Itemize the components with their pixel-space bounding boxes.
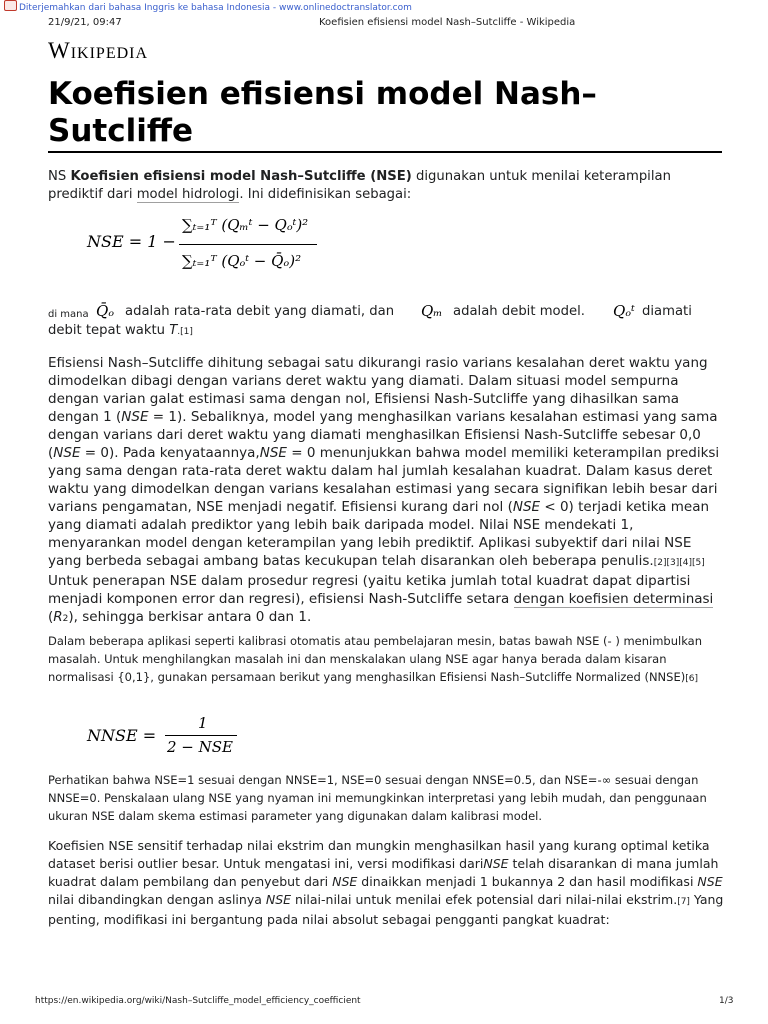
p2-nse: NSE <box>512 499 541 515</box>
translator-banner[interactable] <box>4 0 412 13</box>
nse-formula-denominator: ∑ₜ₌₁ᵀ (Qₒᵗ − Q̄ₒ)² <box>182 252 302 270</box>
intro-text: digunakan untuk menilai keterampilan prediktif dari <box>48 169 671 202</box>
link-koefisien-determinasi[interactable]: dengan koefisien determinasi <box>513 591 714 607</box>
nnse-formula-lhs: NNSE = <box>87 726 157 745</box>
intro-text-end: . Ini didefinisikan sebagai: <box>239 187 412 202</box>
nse-formula-numerator: ∑ₜ₌₁ᵀ (Qₘᵗ − Qₒᵗ)² <box>182 216 309 234</box>
where-label: di mana <box>48 309 89 320</box>
p5-nse: NSE <box>697 874 723 889</box>
link-model-hidrologi[interactable]: model hidrologi <box>136 187 240 202</box>
where-text-4: debit tepat waktu <box>48 323 170 338</box>
p2-text-g: ( <box>48 609 54 625</box>
intro-paragraph <box>48 168 724 204</box>
r-squared-sup: 2 <box>62 614 69 624</box>
p2-text-d: = 0 menunjukkan bahwa model memiliki keterampilan prediksi yang sama dengan rata-rata deret waktu dalam hal jumlah kesalahan kuadrat. Dalam kasus deret waktu yang dimodelkan dengan varians kesalahan estimasi yang secara signifikan lebih besar dari varians pengamatan, NSE menjadi negatif. Efisiensi kurang dari nol ( <box>48 445 720 515</box>
banner-text: Diterjemahkan dari bahasa Inggris ke bahasa Indonesia - www.onlinedoctranslator.com <box>19 3 412 13</box>
var-t: T <box>169 323 178 338</box>
p2-text-f: Untuk penerapan NSE dalam prosedur regresi (yaitu ketika jumlah total kuadrat dapat dipartisi menjadi komponen error dan regresi), efisiensi Nash-Sutcliffe setara <box>48 573 691 607</box>
p5-nse: NSE <box>265 892 292 907</box>
p2-text-b: = 1). Sebaliknya, model yang menghasilkan varians kesalahan estimasi yang sama dengan varians dari deret waktu yang diamati menghasilkan Efisiensi Nash-Sutcliffe sebesar 0,0 ( <box>48 409 718 461</box>
nnse-formula-denominator: 2 − NSE <box>167 738 233 756</box>
ref-7[interactable]: [7] <box>677 897 690 907</box>
p2-text-h: ), sehingga berkisar antara 0 dan 1. <box>68 609 312 625</box>
nse-formula-lhs: NSE = 1 − <box>87 232 176 251</box>
p3-text: Dalam beberapa aplikasi seperti kalibrasi otomatis atau pembelajaran mesin, batas bawah NSE (- ) menimbulkan masalah. Untuk menghilangkan masalah ini dan menskalakan ulang NSE agar hanya berada dalam kisaran normalisasi {0,1}, gunakan persamaan berikut yang menghasilkan Efisiensi Nash–Sutcliffe Normalized (NNSE) <box>48 634 702 684</box>
ref-6[interactable]: [6] <box>685 674 698 684</box>
var-qm: Qₘ <box>421 302 443 320</box>
intro-prefix: NS <box>48 169 71 184</box>
title-divider <box>48 151 722 153</box>
where-definition <box>48 302 724 342</box>
where-text-2: adalah debit model. <box>453 304 585 319</box>
ref-1[interactable]: .[1] <box>177 327 193 337</box>
nnse-formula-numerator: 1 <box>198 714 208 732</box>
var-qo-t: Qₒᵗ <box>613 302 635 320</box>
nse-formula <box>87 214 347 284</box>
where-text-1: adalah rata-rata debit yang diamati, dan <box>125 304 395 319</box>
header-datetime: 21/9/21, 09:47 <box>48 17 122 28</box>
var-r: R <box>53 609 63 625</box>
p5-text-e: nilai-nilai untuk menilai efek potensial dari nilai-nilai ekstrim. <box>291 892 678 907</box>
footer-url: https://en.wikipedia.org/wiki/Nash–Sutcliffe_model_efficiency_coefficient <box>35 996 361 1006</box>
fraction-bar <box>165 735 237 736</box>
p2-nse: NSE <box>259 445 287 461</box>
paragraph-modified-nse <box>48 837 724 929</box>
nnse-formula <box>87 714 267 764</box>
p2-nse: NSE <box>53 445 81 461</box>
p2-text-a: Efisiensi Nash–Sutcliffe dihitung sebagai satu dikurangi rasio varians kesalahan deret waktu yang dimodelkan dibagi dengan varians deret waktu yang diamati. Dalam situasi model sempurna dengan varian galat estimasi sama dengan nol, Efisiensi Nash-Sutcliffe yang dihasilkan sama dengan 1 ( <box>48 355 708 425</box>
p5-text-d: nilai dibandingkan dengan aslinya <box>48 892 266 907</box>
p5-text-f: Yang penting, modifikasi ini bergantung pada nilai absolut sebagai pengganti pangkat kuadrat: <box>48 892 724 927</box>
var-qo-bar: Q̄ₒ <box>96 302 115 320</box>
fraction-bar <box>179 244 317 245</box>
page-title: Koefisien efisiensi model Nash–Sutcliffe <box>48 76 597 149</box>
paragraph-nse-explanation <box>48 354 724 628</box>
p5-text-c: dinaikkan menjadi 1 bukannya 2 dan hasil modifikasi <box>357 874 698 889</box>
p5-nse: NSE <box>483 856 509 871</box>
p2-text-c: = 0). Pada kenyataannya, <box>80 445 260 461</box>
p5-text-a: Koefisien NSE sensitif terhadap nilai ekstrim dan mungkin menghasilkan hasil yang kurang optimal ketika dataset berisi outlier besar. Untuk mengatasi ini, versi modifikasi dari <box>48 838 710 871</box>
refs-2-5[interactable]: [2][3][4][5] <box>653 558 705 568</box>
intro-bold-term: Koefisien efisiensi model Nash–Sutcliffe (NSE) <box>70 169 412 184</box>
paragraph-nnse-intro <box>48 632 724 688</box>
p2-nse: NSE <box>121 409 149 425</box>
p5-text-b: telah disarankan di mana jumlah kuadrat dalam pembilang dan penyebut dari <box>48 856 719 889</box>
header-page-title: Koefisien efisiensi model Nash–Sutcliffe - Wikipedia <box>319 17 576 28</box>
footer-page-number: 1/3 <box>719 996 734 1006</box>
document-icon <box>4 0 17 11</box>
where-text-3: diamati <box>642 304 692 319</box>
p5-nse: NSE <box>332 874 358 889</box>
p2-text-e: < 0) terjadi ketika mean yang diamati adalah prediktor yang lebih baik daripada model. Nilai NSE mendekati 1, menyarankan model dengan keterampilan yang lebih prediktif. Aplikasi subyektif dari nilai NSE yang berbeda sebagai ambang batas kecukupan telah disarankan oleh beberapa penulis. <box>48 499 710 569</box>
wikipedia-logo[interactable]: Wikipedia <box>48 38 149 63</box>
paragraph-nnse-meaning: Perhatikan bahwa NSE=1 sesuai dengan NNSE=1, NSE=0 sesuai dengan NNSE=0.5, dan NSE=-∞ sesuai dengan NNSE=0. Penskalaan ulang NSE yang nyaman ini memungkinkan interpretasi yang lebih mudah, dan penggunaan ukuran NSE dalam skema estimasi parameter yang digunakan dalam kalibrasi model. <box>48 773 707 823</box>
